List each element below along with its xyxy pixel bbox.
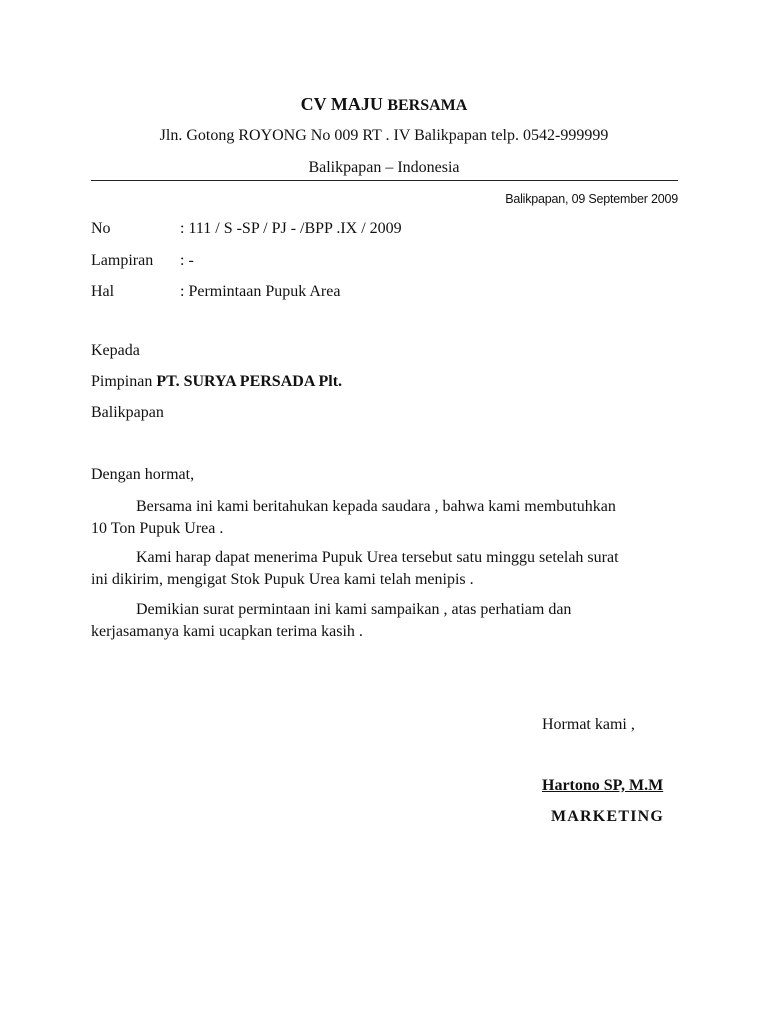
meta-lampiran-value: : - [180,252,194,269]
closing-salutation: Hormat kami , [542,716,635,733]
company-city-country: Balikpapan – Indonesia [308,159,460,176]
body-paragraph-2-line-1: Kami harap dapat menerima Pupuk Urea tersebut satu minggu setelah surat [136,549,619,566]
body-paragraph-1-line-1: Bersama ini kami beritahukan kepada saudara , bahwa kami membutuhkan [136,498,616,515]
company-name [0,94,768,115]
meta-no-value: : 111 / S -SP / PJ - /BPP .IX / 2009 [180,220,402,237]
recipient-pimpinan-prefix: Pimpinan [91,373,157,390]
body-greeting: Dengan hormat, [91,466,195,483]
recipient-company: PT. SURYA PERSADA Plt. [156,373,343,390]
body-paragraph-2 [91,547,681,591]
signer-name: Hartono SP, M.M [542,777,664,794]
letter-date: Balikpapan, 09 September 2009 [505,192,678,206]
recipient-kepada: Kepada [91,342,140,359]
body-paragraph-2-line-2: ini dikirim, mengigat Stok Pupuk Urea kami telah menipis . [91,571,474,588]
company-address: Jln. Gotong ROYONG No 009 RT . IV Balikpapan telp. 0542-999999 [159,127,609,144]
body-paragraph-1 [91,496,681,540]
recipient-city: Balikpapan [91,404,164,421]
body-paragraph-1-line-2: 10 Ton Pupuk Urea . [91,520,224,537]
company-name-part-b: BERSAMA [387,97,468,114]
meta-no-label: No [91,220,111,237]
meta-hal-value: : Permintaan Pupuk Area [180,283,341,300]
meta-lampiran-label: Lampiran [91,252,154,269]
signer-title: MARKETING [551,808,665,825]
recipient-line [91,373,342,391]
letterhead-divider [91,180,678,181]
body-paragraph-3-line-1: Demikian surat permintaan ini kami sampaikan , atas perhatiam dan [136,601,572,618]
body-paragraph-3-line-2: kerjasamanya kami ucapkan terima kasih . [91,623,363,640]
company-name-part-a: CV MAJU [300,94,388,114]
meta-hal-label: Hal [91,283,115,300]
body-paragraph-3 [91,599,681,643]
